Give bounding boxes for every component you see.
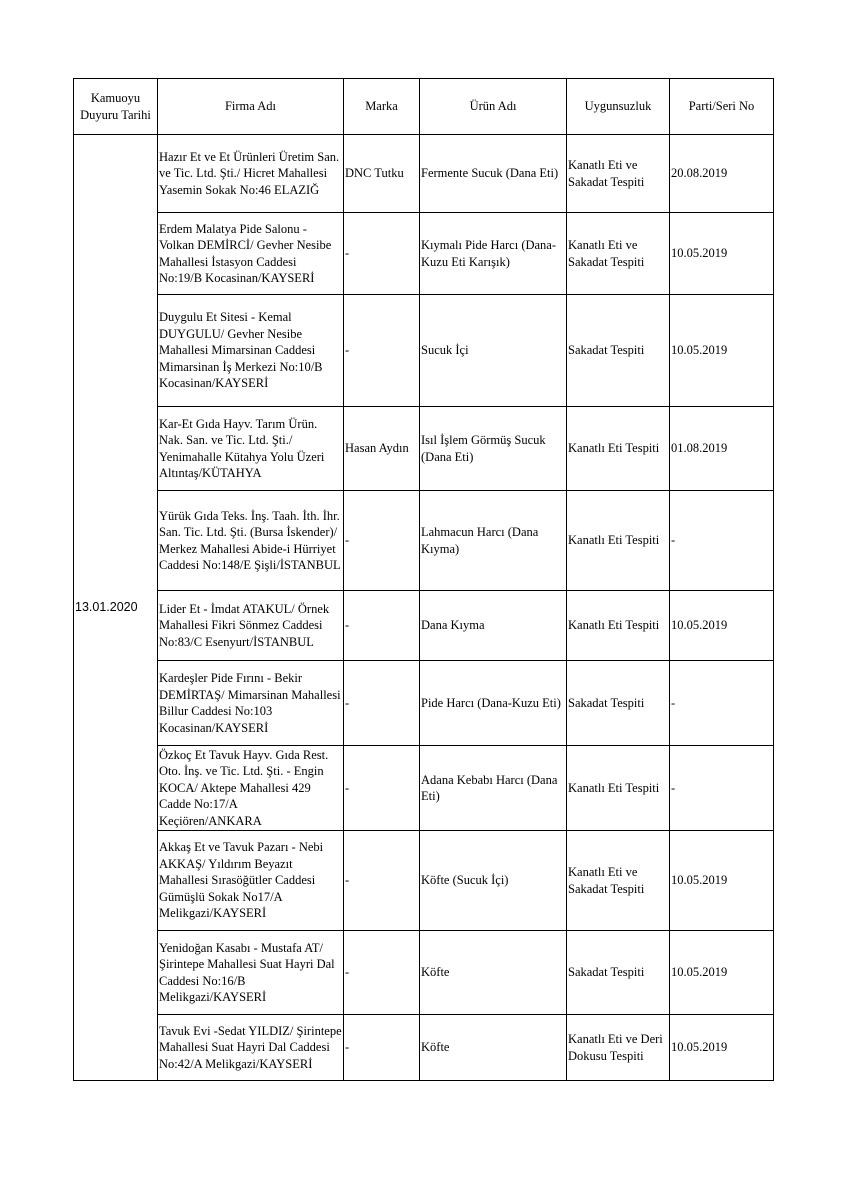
issue-cell: Kanatlı Eti ve Sakadat Tespiti — [567, 213, 670, 295]
product-cell: Adana Kebabı Harcı (Dana Eti) — [420, 746, 567, 831]
batch-cell: 10.05.2019 — [670, 295, 774, 407]
product-cell: Lahmacun Harcı (Dana Kıyma) — [420, 491, 567, 591]
product-cell: Pide Harcı (Dana-Kuzu Eti) — [420, 661, 567, 746]
batch-cell: 10.05.2019 — [670, 591, 774, 661]
firm-cell: Kar-Et Gıda Hayv. Tarım Ürün. Nak. San. ve Tic. Ltd. Şti./ Yenimahalle Kütahya Yolu Üzeri Altıntaş/KÜTAHYA — [158, 407, 344, 491]
firm-cell: Lider Et - İmdat ATAKUL/ Örnek Mahallesi Fikri Sönmez Caddesi No:83/C Esenyurt/İSTANBUL — [158, 591, 344, 661]
product-cell: Fermente Sucuk (Dana Eti) — [420, 135, 567, 213]
product-cell: Isıl İşlem Görmüş Sucuk (Dana Eti) — [420, 407, 567, 491]
table-row — [74, 831, 774, 931]
firm-cell: Tavuk Evi -Sedat YILDIZ/ Şirintepe Mahallesi Suat Hayri Dal Caddesi No:42/A Melikgazi/KAYSERİ — [158, 1015, 344, 1081]
issue-cell: Kanatlı Eti Tespiti — [567, 746, 670, 831]
issue-cell: Sakadat Tespiti — [567, 661, 670, 746]
brand-cell: - — [344, 295, 420, 407]
header-product: Ürün Adı — [420, 79, 567, 135]
batch-cell: 10.05.2019 — [670, 931, 774, 1015]
batch-cell: - — [670, 746, 774, 831]
firm-cell: Hazır Et ve Et Ürünleri Üretim San. ve Tic. Ltd. Şti./ Hicret Mahallesi Yasemin Sokak No:46 ELAZIĞ — [158, 135, 344, 213]
brand-cell: - — [344, 213, 420, 295]
issue-cell: Kanatlı Eti ve Sakadat Tespiti — [567, 135, 670, 213]
brand-cell: - — [344, 661, 420, 746]
brand-cell: - — [344, 746, 420, 831]
table-row — [74, 135, 774, 213]
brand-cell: - — [344, 1015, 420, 1081]
brand-cell: Hasan Aydın — [344, 407, 420, 491]
batch-cell: 20.08.2019 — [670, 135, 774, 213]
product-cell: Dana Kıyma — [420, 591, 567, 661]
table-row — [74, 1015, 774, 1081]
product-cell: Kıymalı Pide Harcı (Dana-Kuzu Eti Karışık) — [420, 213, 567, 295]
batch-cell: - — [670, 491, 774, 591]
brand-cell: DNC Tutku — [344, 135, 420, 213]
brand-cell: - — [344, 831, 420, 931]
table-row — [74, 661, 774, 746]
product-cell: Köfte — [420, 1015, 567, 1081]
product-cell: Sucuk İçi — [420, 295, 567, 407]
table-row — [74, 491, 774, 591]
brand-cell: - — [344, 931, 420, 1015]
issue-cell: Kanatlı Eti Tespiti — [567, 407, 670, 491]
table-row — [74, 295, 774, 407]
batch-cell: - — [670, 661, 774, 746]
issue-cell: Sakadat Tespiti — [567, 931, 670, 1015]
header-date: Kamuoyu Duyuru Tarihi — [74, 79, 158, 135]
product-cell: Köfte — [420, 931, 567, 1015]
brand-cell: - — [344, 491, 420, 591]
issue-cell: Kanatlı Eti ve Sakadat Tespiti — [567, 831, 670, 931]
issue-cell: Sakadat Tespiti — [567, 295, 670, 407]
recall-table — [73, 78, 774, 1081]
batch-cell: 10.05.2019 — [670, 1015, 774, 1081]
issue-cell: Kanatlı Eti ve Deri Dokusu Tespiti — [567, 1015, 670, 1081]
firm-cell: Kardeşler Pide Fırını - Bekir DEMİRTAŞ/ Mimarsinan Mahallesi Billur Caddesi No:103 Kocasinan/KAYSERİ — [158, 661, 344, 746]
issue-cell: Kanatlı Eti Tespiti — [567, 491, 670, 591]
table-row — [74, 213, 774, 295]
batch-cell: 10.05.2019 — [670, 831, 774, 931]
firm-cell: Erdem Malatya Pide Salonu - Volkan DEMİRCİ/ Gevher Nesibe Mahallesi İstasyon Caddesi No:19/B Kocasinan/KAYSERİ — [158, 213, 344, 295]
header-issue: Uygunsuzluk — [567, 79, 670, 135]
table-row — [74, 591, 774, 661]
table-row — [74, 931, 774, 1015]
firm-cell: Özkoç Et Tavuk Hayv. Gıda Rest. Oto. İnş. ve Tic. Ltd. Şti. - Engin KOCA/ Aktepe Mahallesi 429 Cadde No:17/A Keçiören/ANKARA — [158, 746, 344, 831]
table-row — [74, 407, 774, 491]
product-cell: Köfte (Sucuk İçi) — [420, 831, 567, 931]
announcement-date: 13.01.2020 — [74, 135, 158, 1081]
table-row — [74, 746, 774, 831]
header-firm: Firma Adı — [158, 79, 344, 135]
firm-cell: Yenidoğan Kasabı - Mustafa AT/ Şirintepe Mahallesi Suat Hayri Dal Caddesi No:16/B Melikgazi/KAYSERİ — [158, 931, 344, 1015]
header-brand: Marka — [344, 79, 420, 135]
issue-cell: Kanatlı Eti Tespiti — [567, 591, 670, 661]
firm-cell: Yürük Gıda Teks. İnş. Taah. İth. İhr. San. Tic. Ltd. Şti. (Bursa İskender)/ Merkez Mahallesi Abide-i Hürriyet Caddesi No:148/E Şişli/İSTANBUL — [158, 491, 344, 591]
batch-cell: 01.08.2019 — [670, 407, 774, 491]
header-batch: Parti/Seri No — [670, 79, 774, 135]
header-row — [74, 79, 774, 135]
firm-cell: Duygulu Et Sitesi - Kemal DUYGULU/ Gevher Nesibe Mahallesi Mimarsinan Caddesi Mimarsinan İş Merkezi No:10/B Kocasinan/KAYSERİ — [158, 295, 344, 407]
firm-cell: Akkaş Et ve Tavuk Pazarı - Nebi AKKAŞ/ Yıldırım Beyazıt Mahallesi Sırasöğütler Caddesi Gümüşlü Sokak No17/A Melikgazi/KAYSERİ — [158, 831, 344, 931]
brand-cell: - — [344, 591, 420, 661]
batch-cell: 10.05.2019 — [670, 213, 774, 295]
